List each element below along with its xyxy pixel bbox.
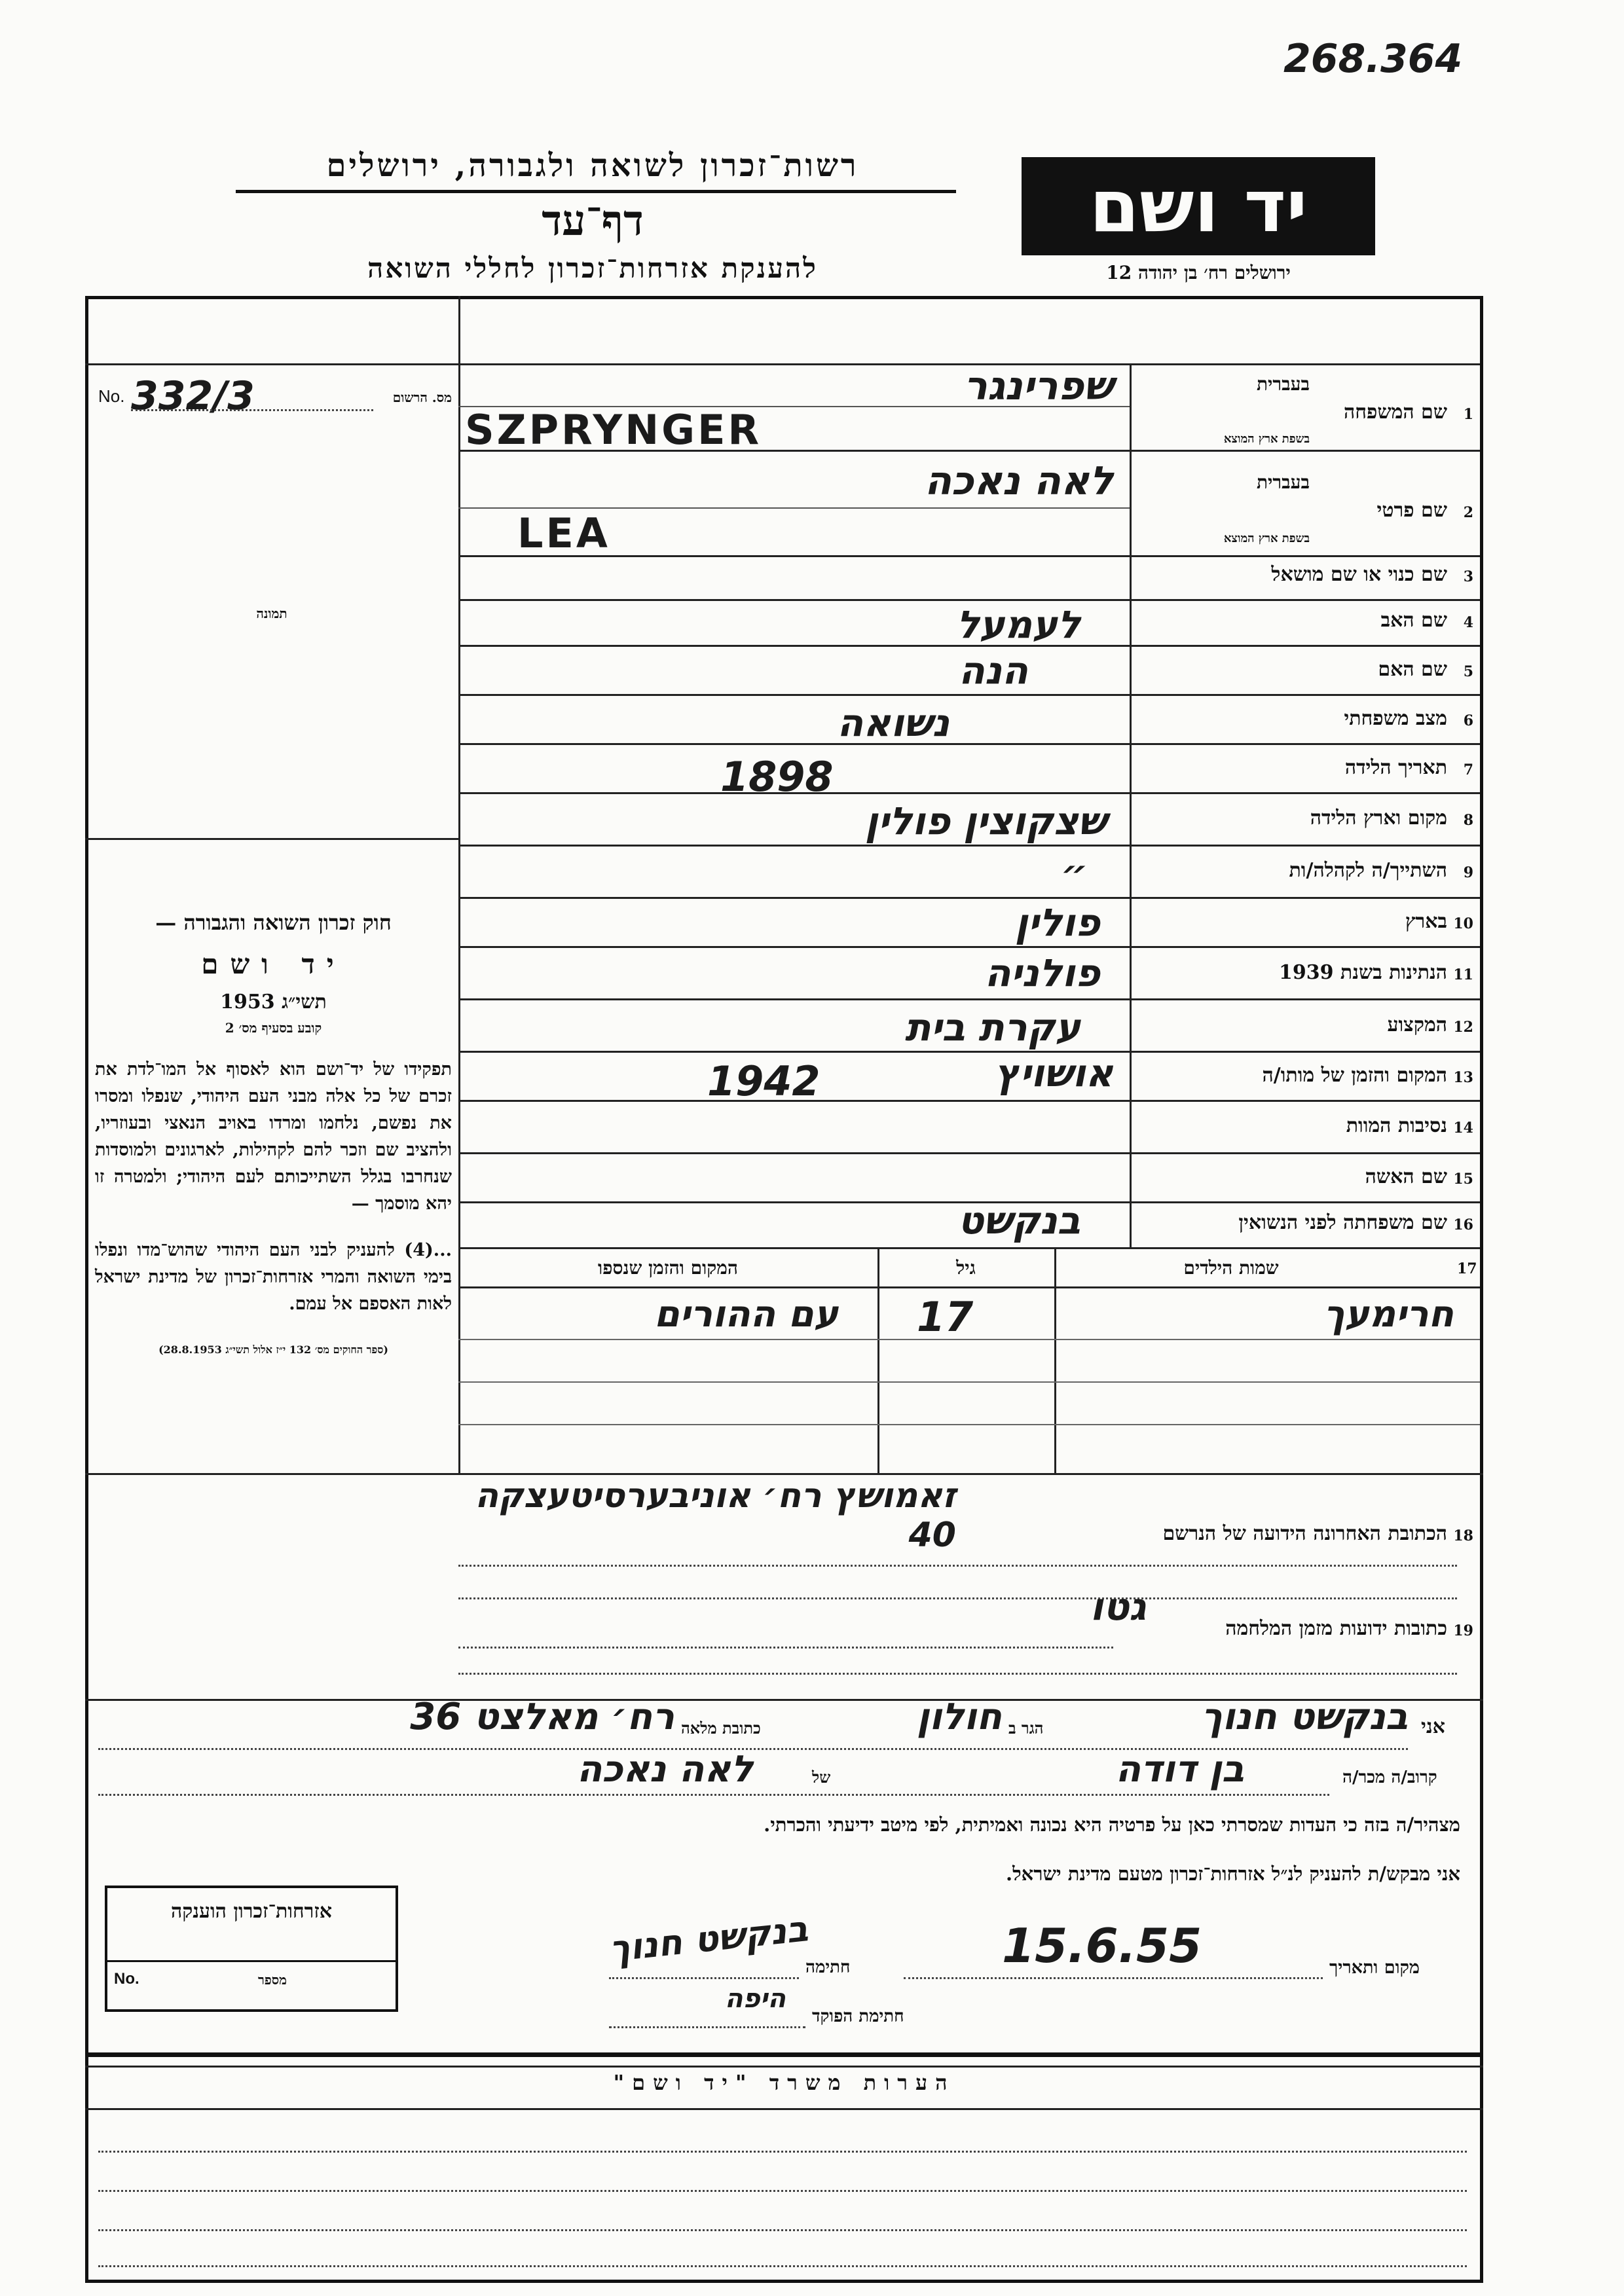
field-12-label: המקצוע — [1387, 1013, 1447, 1036]
field-19-num: 19 — [1453, 1622, 1473, 1639]
field-2-sub2: בשפת ארץ המוצא — [1223, 532, 1310, 545]
logo-text: יד ושם — [1089, 164, 1308, 248]
field-12-num: 12 — [1453, 1019, 1473, 1036]
field-3-num: 3 — [1463, 568, 1473, 585]
last-address[interactable]: זאמושץ רח׳ אוניבערסיטעצקה 40 — [475, 1476, 956, 1555]
field-2-label: שם פרטי — [1376, 499, 1447, 522]
decl-date[interactable]: 15.6.55 — [1002, 1918, 1202, 1973]
photo-label: תמונה — [256, 606, 287, 621]
field-4-num: 4 — [1463, 614, 1473, 631]
field-18-label: הכתובת האחרונה הידועה של הנרשם — [1162, 1522, 1447, 1545]
law-source: (ספר החוקים מס׳ 132 י״ז אלול תשי״ג 28.8.1953) — [158, 1343, 388, 1356]
field-11-label: הנתינות בשנת 1939 — [1278, 961, 1447, 984]
law-title: חוק זכרון השואה והגבורה — — [155, 910, 392, 935]
field-14-num: 14 — [1453, 1120, 1473, 1137]
registration-row — [98, 373, 452, 419]
decl-signature-label: חתימה — [805, 1958, 851, 1977]
field-3-label: שם כנוי או שם מושאל — [1271, 563, 1447, 586]
field-15-label: שם האשה — [1365, 1165, 1447, 1188]
first-name-latin[interactable]: LEA — [517, 509, 610, 557]
field-1-label: שם המשפחה — [1343, 401, 1447, 424]
decl-place-date-label: מקום ותאריך — [1329, 1958, 1420, 1978]
decl-relative-label: קרוב/ה מכר/ה — [1342, 1768, 1437, 1787]
field-2-num: 2 — [1463, 504, 1473, 521]
field-15-num: 15 — [1453, 1171, 1473, 1188]
law-year: תשי״ג 1953 — [220, 991, 327, 1013]
form-title: דף־עד — [542, 196, 644, 246]
community[interactable]: ״ — [1061, 851, 1088, 896]
yad-vashem-logo — [1022, 157, 1375, 255]
field-5-num: 5 — [1463, 663, 1473, 680]
field-6-num: 6 — [1463, 712, 1473, 729]
country[interactable]: פולין — [1014, 900, 1100, 945]
authority-line: רשות־זכרון לשואה ולגבורה, ירושלים — [326, 147, 859, 184]
field-5-label: שם האם — [1378, 658, 1447, 681]
field-14-label: נסיבות המוות — [1346, 1114, 1447, 1137]
field-4-label: שם האב — [1380, 609, 1447, 632]
field-13-num: 13 — [1453, 1069, 1473, 1086]
field-16-label: שם משפחתה לפני הנשואין — [1238, 1211, 1447, 1234]
decl-relative-value[interactable]: בן דודה — [1115, 1748, 1244, 1791]
citizenship-title: אזרחות־זכרון הוענקה — [170, 1900, 333, 1923]
field-8-num: 8 — [1463, 812, 1473, 829]
field-7-num: 7 — [1463, 761, 1473, 778]
stamp-number: 268.364 — [1283, 36, 1463, 82]
mother-name[interactable]: הנה — [959, 648, 1028, 693]
profession[interactable]: עקרת בית — [904, 1005, 1080, 1049]
father-name[interactable]: לעמעל — [956, 602, 1080, 647]
child-age[interactable]: 17 — [917, 1293, 974, 1341]
field-10-label: בארץ — [1405, 910, 1447, 933]
family-name-latin[interactable]: SZPRYNGER — [465, 406, 762, 454]
field-1-sub1: בעברית — [1256, 373, 1310, 395]
war-address[interactable]: גטו — [1090, 1584, 1146, 1629]
field-9-num: 9 — [1463, 864, 1473, 881]
law-paragraph-2: ...(4) להעניק לבני העם היהודי שהוש־מדו ונפלו בימי השואה והמרי אזרחות־זכרון של מדינת ישראל לאות האספם אל עמם. — [95, 1240, 452, 1314]
law-paragraph-1: תפקידו של יד־ושם הוא לאסוף אל המו־לדת את זכרם של כל אלה מבני העם היהודי, שנפלו ומסרו את נפשם, נלחמו ומרדו באויב הנאצי ובעוזריו, ולהציב שם וזכר להם לקהילות, לארגונים ולמוסדות שנחרבו בגלל השתייכותם לעם היהודי; ולמטרה זו יהא מוסמך — — [95, 1059, 452, 1214]
family-name-hebrew[interactable]: שפרינגר — [963, 363, 1113, 409]
law-clause: קובע בסעיף מס׳ 2 — [225, 1020, 322, 1036]
form-subtitle: להענקת אזרחות־זכרון לחללי השואה — [367, 252, 818, 284]
birth-date[interactable]: 1898 — [720, 753, 834, 801]
decl-ani: אני — [1421, 1715, 1445, 1738]
decl-gar-label: הגר ב — [1008, 1719, 1044, 1738]
children-col-names: שמות הילדים — [1183, 1257, 1279, 1279]
decl-officer-label: חתימת הפוקד — [812, 2007, 904, 2026]
field-6-label: מצב משפחתי — [1344, 707, 1447, 730]
decl-request: אני מבקש/ת להעניק לנ״ל אזרחות־זכרון מטעם מדינת ישראל. — [1006, 1863, 1460, 1885]
field-19-label: כתובות ידועות מזמן המלחמה — [1225, 1617, 1447, 1640]
decl-of-value[interactable]: לאה נאכה — [577, 1748, 753, 1791]
citizenship-number-label: מספר — [258, 1972, 287, 1988]
marital-status[interactable]: נשואה — [837, 701, 950, 745]
children-col-place: המקום והזמן שנספו — [598, 1257, 738, 1279]
field-1-num: 1 — [1463, 406, 1473, 423]
authority-underline — [236, 190, 956, 193]
decl-officer-signature: היפה — [724, 1984, 786, 2014]
children-col-age: גיל — [956, 1257, 976, 1279]
field-7-label: תאריך הלידה — [1344, 756, 1447, 779]
field-1-sub2: בשפת ארץ המוצא — [1223, 432, 1310, 446]
field-13-label: המקום והזמן של מותו/ה — [1262, 1064, 1447, 1087]
address-line: ירושלים רח׳ בן יהודה 12 — [1106, 262, 1291, 283]
child-name[interactable]: חרימעך — [1323, 1293, 1454, 1336]
field-9-label: השתייך/ה לקהלה/ות — [1289, 859, 1447, 882]
decl-statement: מצהיר/ה בזה כי העדות שמסרתי כאן על פרטיה היא נכונה ואמיתית, לפי מיטב ידיעתי והכרתי. — [764, 1813, 1460, 1836]
citizenship-no-label: No. — [114, 1970, 139, 1988]
field-17-num: 17 — [1457, 1260, 1477, 1277]
registration-number[interactable]: 332/3 — [131, 373, 255, 419]
office-notes-title: הערות משרד "יד ושם" — [613, 2070, 955, 2095]
death-year[interactable]: 1942 — [707, 1057, 821, 1105]
decl-ani-value[interactable]: בנקשט חנוך — [1201, 1696, 1408, 1738]
field-18-num: 18 — [1453, 1527, 1473, 1544]
field-16-num: 16 — [1453, 1216, 1473, 1233]
citizenship-box — [105, 1886, 398, 2012]
birth-place[interactable]: שצקוצין פולין — [864, 799, 1107, 843]
child-place[interactable]: עם ההורים — [654, 1293, 838, 1336]
law-box — [95, 910, 452, 1357]
field-8-label: מקום וארץ הלידה — [1310, 807, 1447, 829]
decl-of-label: של — [812, 1768, 831, 1787]
decl-gar-value[interactable]: חולון — [916, 1696, 1002, 1738]
maiden-name[interactable]: בנקשט — [957, 1198, 1080, 1243]
death-place[interactable]: אושויץ — [995, 1051, 1113, 1095]
decl-signature: בנקשט חנוך — [607, 1908, 810, 1970]
field-2-sub1: בעברית — [1256, 471, 1310, 493]
law-name: יד ושם — [201, 948, 346, 980]
decl-address-value[interactable]: רח׳ מאלצט 36 — [410, 1696, 674, 1738]
first-name-hebrew[interactable]: לאה נאכה — [924, 458, 1113, 504]
field-11-num: 11 — [1453, 966, 1473, 983]
field-10-num: 10 — [1453, 915, 1473, 932]
registration-label: מס. הרשום — [392, 390, 452, 405]
registration-no-label: No. — [98, 386, 125, 406]
citizenship-1939[interactable]: פולניה — [984, 951, 1100, 995]
decl-address-label: כתובת מלאה — [681, 1719, 761, 1738]
